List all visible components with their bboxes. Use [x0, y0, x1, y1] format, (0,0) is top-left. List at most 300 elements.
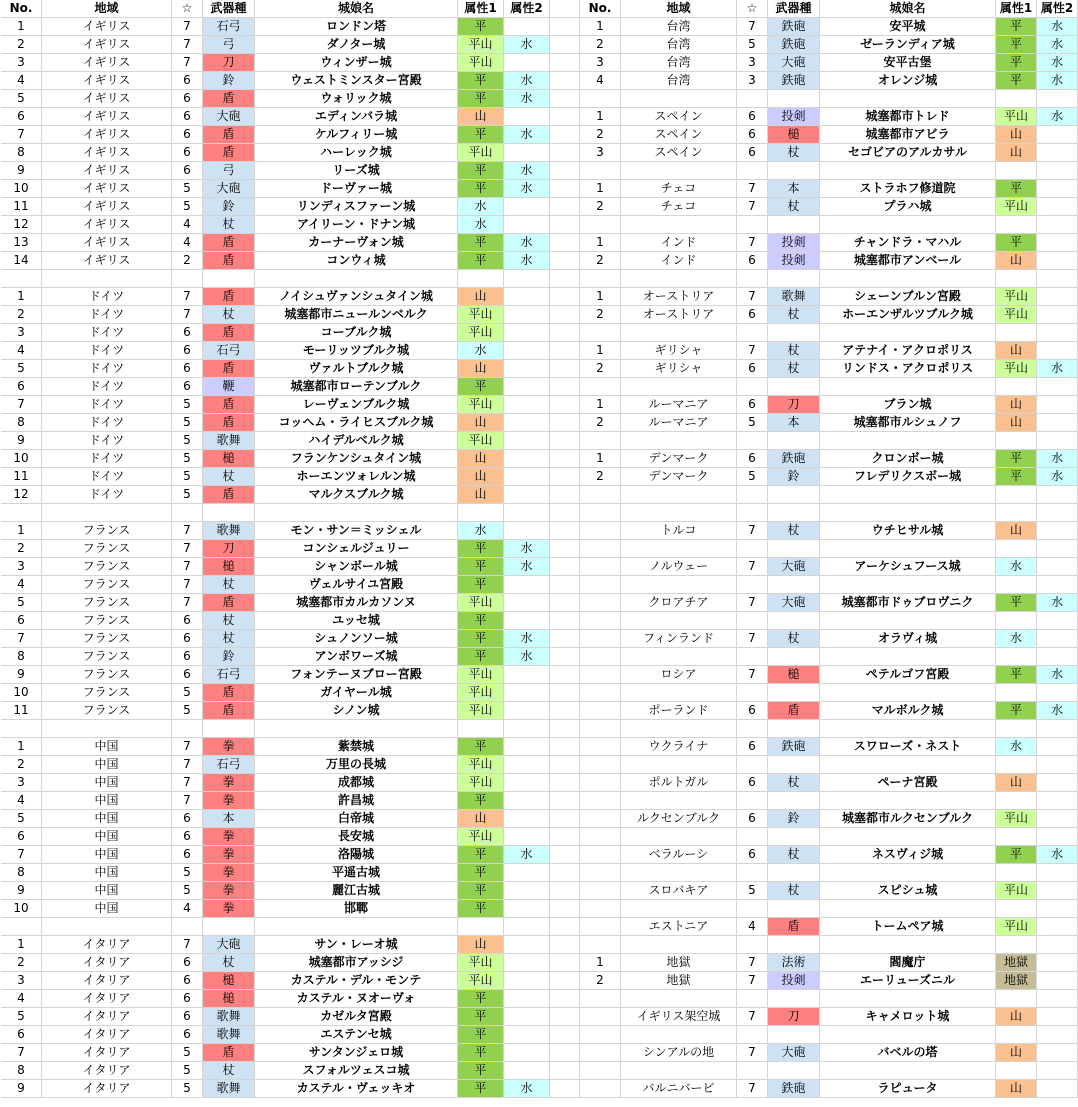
- cell-attr2[interactable]: [504, 342, 550, 360]
- header-star[interactable]: ☆: [172, 0, 203, 18]
- cell-gap[interactable]: [550, 126, 580, 144]
- cell-no[interactable]: [580, 540, 621, 558]
- cell-castle-name[interactable]: ネスヴィジ城: [820, 846, 996, 864]
- cell-castle-name[interactable]: バベルの塔: [820, 1044, 996, 1062]
- cell-attr1[interactable]: [458, 918, 504, 936]
- cell-no[interactable]: [580, 612, 621, 630]
- cell-weapon[interactable]: [768, 486, 820, 504]
- cell-region[interactable]: スペイン: [621, 108, 737, 126]
- cell-weapon[interactable]: 弓: [203, 162, 255, 180]
- cell-region[interactable]: ポルトガル: [621, 774, 737, 792]
- cell-no[interactable]: [580, 828, 621, 846]
- cell-region[interactable]: イギリス: [42, 54, 172, 72]
- cell-no[interactable]: 1: [580, 396, 621, 414]
- cell-castle-name[interactable]: [820, 1026, 996, 1044]
- cell-attr1[interactable]: 平山: [458, 954, 504, 972]
- cell-star[interactable]: [737, 612, 768, 630]
- cell-attr1[interactable]: 平山: [458, 144, 504, 162]
- cell-weapon[interactable]: 鈴: [768, 468, 820, 486]
- cell-star[interactable]: 6: [737, 846, 768, 864]
- cell-castle-name[interactable]: ホーエンザルツブルク城: [820, 306, 996, 324]
- cell-castle-name[interactable]: ストラホフ修道院: [820, 180, 996, 198]
- cell-weapon[interactable]: [768, 828, 820, 846]
- cell-castle-name[interactable]: コンウィ城: [255, 252, 458, 270]
- cell-attr2[interactable]: [504, 702, 550, 720]
- cell-star[interactable]: 6: [172, 144, 203, 162]
- cell-star[interactable]: 5: [172, 1080, 203, 1098]
- cell-region[interactable]: イタリア: [42, 1044, 172, 1062]
- cell-castle-name[interactable]: カーナーヴォン城: [255, 234, 458, 252]
- cell-attr2[interactable]: [504, 1008, 550, 1026]
- cell-region[interactable]: イタリア: [42, 1008, 172, 1026]
- cell-region[interactable]: フランス: [42, 540, 172, 558]
- cell-attr1[interactable]: 水: [458, 216, 504, 234]
- cell-attr2[interactable]: [1037, 288, 1078, 306]
- cell-castle-name[interactable]: サンタンジェロ城: [255, 1044, 458, 1062]
- cell-region[interactable]: イギリス: [42, 144, 172, 162]
- cell-weapon[interactable]: 法術: [768, 954, 820, 972]
- cell-weapon[interactable]: 杖: [203, 468, 255, 486]
- cell-attr2[interactable]: [504, 414, 550, 432]
- cell-star[interactable]: [172, 504, 203, 522]
- cell-no[interactable]: 3: [1, 972, 42, 990]
- cell-castle-name[interactable]: コッヘム・ライヒスブルク城: [255, 414, 458, 432]
- cell-attr2[interactable]: 水: [504, 648, 550, 666]
- cell-no[interactable]: 8: [1, 864, 42, 882]
- cell-no[interactable]: 8: [1, 414, 42, 432]
- cell-weapon[interactable]: 杖: [768, 882, 820, 900]
- cell-no[interactable]: [580, 792, 621, 810]
- cell-gap[interactable]: [550, 612, 580, 630]
- cell-weapon[interactable]: 杖: [203, 612, 255, 630]
- cell-region[interactable]: 台湾: [621, 72, 737, 90]
- cell-attr1[interactable]: 平: [458, 648, 504, 666]
- cell-region[interactable]: [621, 216, 737, 234]
- cell-castle-name[interactable]: リンドス・アクロポリス: [820, 360, 996, 378]
- cell-castle-name[interactable]: ドーヴァー城: [255, 180, 458, 198]
- cell-weapon[interactable]: 盾: [203, 486, 255, 504]
- cell-gap[interactable]: [550, 198, 580, 216]
- cell-attr2[interactable]: [1037, 756, 1078, 774]
- cell-gap[interactable]: [550, 1080, 580, 1098]
- cell-gap[interactable]: [550, 288, 580, 306]
- cell-attr1[interactable]: 山: [458, 288, 504, 306]
- cell-weapon[interactable]: 盾: [203, 324, 255, 342]
- cell-star[interactable]: 6: [737, 126, 768, 144]
- cell-castle-name[interactable]: ホーエンツォレルン城: [255, 468, 458, 486]
- cell-no[interactable]: 1: [580, 342, 621, 360]
- cell-attr2[interactable]: [1037, 144, 1078, 162]
- cell-region[interactable]: デンマーク: [621, 450, 737, 468]
- cell-gap[interactable]: [550, 540, 580, 558]
- cell-attr2[interactable]: [504, 1044, 550, 1062]
- cell-star[interactable]: 6: [737, 306, 768, 324]
- cell-weapon[interactable]: 盾: [203, 360, 255, 378]
- cell-weapon[interactable]: 本: [768, 180, 820, 198]
- cell-region[interactable]: インド: [621, 234, 737, 252]
- cell-castle-name[interactable]: ノイシュヴァンシュタイン城: [255, 288, 458, 306]
- cell-castle-name[interactable]: アテナイ・アクロポリス: [820, 342, 996, 360]
- cell-weapon[interactable]: 鉄砲: [768, 450, 820, 468]
- cell-no[interactable]: 6: [1, 828, 42, 846]
- cell-region[interactable]: [42, 270, 172, 288]
- cell-star[interactable]: [737, 936, 768, 954]
- cell-weapon[interactable]: 拳: [203, 774, 255, 792]
- cell-attr2[interactable]: [504, 468, 550, 486]
- cell-region[interactable]: 中国: [42, 900, 172, 918]
- cell-region[interactable]: 中国: [42, 846, 172, 864]
- cell-star[interactable]: 7: [172, 594, 203, 612]
- cell-star[interactable]: 6: [172, 828, 203, 846]
- cell-region[interactable]: [621, 378, 737, 396]
- cell-no[interactable]: [580, 576, 621, 594]
- cell-star[interactable]: 4: [172, 216, 203, 234]
- cell-star[interactable]: 7: [737, 342, 768, 360]
- cell-gap[interactable]: [550, 630, 580, 648]
- cell-gap[interactable]: [550, 1026, 580, 1044]
- cell-attr2[interactable]: [504, 144, 550, 162]
- cell-castle-name[interactable]: [820, 648, 996, 666]
- cell-weapon[interactable]: 歌舞: [203, 522, 255, 540]
- cell-star[interactable]: 7: [172, 36, 203, 54]
- cell-attr1[interactable]: [996, 576, 1037, 594]
- cell-castle-name[interactable]: プラハ城: [820, 198, 996, 216]
- cell-region[interactable]: ルクセンブルク: [621, 810, 737, 828]
- cell-region[interactable]: ポーランド: [621, 702, 737, 720]
- cell-attr1[interactable]: 平山: [458, 684, 504, 702]
- cell-star[interactable]: 7: [737, 1008, 768, 1026]
- cell-no[interactable]: 5: [1, 90, 42, 108]
- cell-no[interactable]: 4: [1, 792, 42, 810]
- cell-castle-name[interactable]: [255, 270, 458, 288]
- cell-star[interactable]: 5: [172, 486, 203, 504]
- cell-gap[interactable]: [550, 144, 580, 162]
- cell-no[interactable]: 8: [1, 1062, 42, 1080]
- cell-no[interactable]: [580, 1026, 621, 1044]
- cell-region[interactable]: ドイツ: [42, 432, 172, 450]
- cell-star[interactable]: [737, 216, 768, 234]
- cell-region[interactable]: [621, 720, 737, 738]
- cell-weapon[interactable]: 盾: [203, 702, 255, 720]
- cell-weapon[interactable]: [768, 648, 820, 666]
- cell-star[interactable]: 6: [172, 810, 203, 828]
- cell-attr2[interactable]: [1037, 828, 1078, 846]
- cell-star[interactable]: 4: [172, 234, 203, 252]
- cell-star[interactable]: 7: [172, 522, 203, 540]
- cell-castle-name[interactable]: カステル・デル・モンテ: [255, 972, 458, 990]
- cell-region[interactable]: 中国: [42, 756, 172, 774]
- cell-weapon[interactable]: 盾: [203, 234, 255, 252]
- cell-attr1[interactable]: 平: [458, 252, 504, 270]
- cell-weapon[interactable]: 杖: [203, 954, 255, 972]
- cell-region[interactable]: 台湾: [621, 18, 737, 36]
- cell-star[interactable]: 6: [172, 378, 203, 396]
- cell-no[interactable]: [580, 702, 621, 720]
- cell-no[interactable]: 10: [1, 450, 42, 468]
- cell-star[interactable]: 6: [172, 72, 203, 90]
- cell-attr2[interactable]: [504, 972, 550, 990]
- cell-castle-name[interactable]: 成都城: [255, 774, 458, 792]
- cell-weapon[interactable]: 槌: [203, 558, 255, 576]
- cell-attr1[interactable]: 山: [996, 342, 1037, 360]
- cell-gap[interactable]: [550, 18, 580, 36]
- cell-attr2[interactable]: [504, 774, 550, 792]
- cell-attr2[interactable]: [1037, 1044, 1078, 1062]
- cell-star[interactable]: [737, 720, 768, 738]
- cell-attr2[interactable]: 水: [504, 630, 550, 648]
- cell-castle-name[interactable]: [820, 432, 996, 450]
- cell-no[interactable]: 3: [1, 558, 42, 576]
- cell-region[interactable]: ルーマニア: [621, 414, 737, 432]
- cell-region[interactable]: イタリア: [42, 1062, 172, 1080]
- cell-star[interactable]: 6: [737, 108, 768, 126]
- cell-attr1[interactable]: 平: [458, 576, 504, 594]
- cell-attr2[interactable]: [1037, 990, 1078, 1008]
- cell-region[interactable]: イタリア: [42, 1080, 172, 1098]
- cell-attr1[interactable]: 山: [458, 414, 504, 432]
- cell-star[interactable]: 5: [172, 468, 203, 486]
- cell-weapon[interactable]: [203, 504, 255, 522]
- cell-weapon[interactable]: 杖: [203, 216, 255, 234]
- cell-star[interactable]: 7: [737, 954, 768, 972]
- cell-gap[interactable]: [550, 468, 580, 486]
- cell-no[interactable]: 6: [1, 1026, 42, 1044]
- cell-region[interactable]: [42, 720, 172, 738]
- cell-attr2[interactable]: [1037, 324, 1078, 342]
- cell-attr2[interactable]: [1037, 486, 1078, 504]
- cell-no[interactable]: 2: [580, 198, 621, 216]
- cell-attr2[interactable]: [1037, 972, 1078, 990]
- cell-attr1[interactable]: 平: [458, 900, 504, 918]
- cell-no[interactable]: 5: [1, 360, 42, 378]
- cell-attr2[interactable]: [1037, 216, 1078, 234]
- cell-no[interactable]: 2: [580, 252, 621, 270]
- cell-star[interactable]: 5: [172, 180, 203, 198]
- cell-star[interactable]: [737, 162, 768, 180]
- cell-region[interactable]: イギリス架空城: [621, 1008, 737, 1026]
- cell-star[interactable]: [737, 504, 768, 522]
- cell-star[interactable]: [737, 792, 768, 810]
- cell-region[interactable]: フランス: [42, 558, 172, 576]
- cell-attr2[interactable]: [1037, 414, 1078, 432]
- cell-no[interactable]: 2: [580, 468, 621, 486]
- cell-castle-name[interactable]: ウォリック城: [255, 90, 458, 108]
- cell-no[interactable]: 7: [1, 630, 42, 648]
- cell-castle-name[interactable]: ブラン城: [820, 396, 996, 414]
- cell-castle-name[interactable]: [820, 540, 996, 558]
- cell-attr2[interactable]: [504, 378, 550, 396]
- cell-attr1[interactable]: 平: [458, 612, 504, 630]
- cell-region[interactable]: インド: [621, 252, 737, 270]
- cell-region[interactable]: イギリス: [42, 252, 172, 270]
- cell-star[interactable]: 5: [172, 414, 203, 432]
- cell-castle-name[interactable]: キャメロット城: [820, 1008, 996, 1026]
- cell-no[interactable]: 4: [1, 576, 42, 594]
- header-name[interactable]: 城娘名: [255, 0, 458, 18]
- cell-weapon[interactable]: 拳: [203, 864, 255, 882]
- cell-gap[interactable]: [550, 1062, 580, 1080]
- cell-star[interactable]: [737, 1062, 768, 1080]
- cell-castle-name[interactable]: オレンジ城: [820, 72, 996, 90]
- cell-no[interactable]: 10: [1, 900, 42, 918]
- cell-no[interactable]: 11: [1, 702, 42, 720]
- cell-castle-name[interactable]: オラヴィ城: [820, 630, 996, 648]
- cell-region[interactable]: ドイツ: [42, 396, 172, 414]
- cell-gap[interactable]: [550, 594, 580, 612]
- cell-attr1[interactable]: 平: [458, 558, 504, 576]
- cell-castle-name[interactable]: 許昌城: [255, 792, 458, 810]
- cell-star[interactable]: 6: [737, 738, 768, 756]
- cell-attr1[interactable]: 山: [996, 396, 1037, 414]
- cell-weapon[interactable]: 盾: [768, 702, 820, 720]
- cell-attr2[interactable]: [1037, 612, 1078, 630]
- cell-star[interactable]: 5: [737, 36, 768, 54]
- cell-attr1[interactable]: 山: [996, 522, 1037, 540]
- cell-attr2[interactable]: 水: [1037, 666, 1078, 684]
- cell-region[interactable]: ドイツ: [42, 486, 172, 504]
- cell-weapon[interactable]: 盾: [203, 1044, 255, 1062]
- cell-castle-name[interactable]: [820, 684, 996, 702]
- cell-castle-name[interactable]: [255, 720, 458, 738]
- cell-region[interactable]: ドイツ: [42, 306, 172, 324]
- cell-weapon[interactable]: 盾: [203, 144, 255, 162]
- cell-weapon[interactable]: 歌舞: [768, 288, 820, 306]
- cell-weapon[interactable]: 鈴: [203, 72, 255, 90]
- cell-attr1[interactable]: 平: [458, 738, 504, 756]
- cell-star[interactable]: 6: [737, 252, 768, 270]
- cell-castle-name[interactable]: [820, 720, 996, 738]
- cell-castle-name[interactable]: フォンテーヌブロー宮殿: [255, 666, 458, 684]
- cell-no[interactable]: 4: [1, 990, 42, 1008]
- cell-gap[interactable]: [550, 792, 580, 810]
- cell-weapon[interactable]: [768, 792, 820, 810]
- cell-weapon[interactable]: [768, 324, 820, 342]
- cell-attr2[interactable]: [504, 360, 550, 378]
- cell-gap[interactable]: [550, 378, 580, 396]
- cell-region[interactable]: バルニバービ: [621, 1080, 737, 1098]
- cell-attr1[interactable]: 平山: [996, 108, 1037, 126]
- cell-gap[interactable]: [550, 180, 580, 198]
- cell-attr2[interactable]: 水: [504, 252, 550, 270]
- cell-weapon[interactable]: 鈴: [768, 810, 820, 828]
- cell-region[interactable]: イギリス: [42, 198, 172, 216]
- cell-attr1[interactable]: 平: [458, 1044, 504, 1062]
- cell-no[interactable]: [580, 162, 621, 180]
- cell-attr2[interactable]: [1037, 504, 1078, 522]
- cell-weapon[interactable]: 盾: [203, 414, 255, 432]
- header-attr1-right[interactable]: 属性1: [996, 0, 1037, 18]
- cell-weapon[interactable]: [768, 864, 820, 882]
- cell-star[interactable]: 2: [172, 252, 203, 270]
- cell-attr2[interactable]: [1037, 1008, 1078, 1026]
- cell-attr2[interactable]: [1037, 198, 1078, 216]
- cell-attr2[interactable]: 水: [504, 558, 550, 576]
- cell-region[interactable]: イギリス: [42, 18, 172, 36]
- cell-region[interactable]: [621, 486, 737, 504]
- cell-star[interactable]: 6: [172, 324, 203, 342]
- cell-attr2[interactable]: [504, 306, 550, 324]
- cell-weapon[interactable]: 歌舞: [203, 1080, 255, 1098]
- cell-region[interactable]: イギリス: [42, 126, 172, 144]
- cell-weapon[interactable]: 弓: [203, 36, 255, 54]
- cell-castle-name[interactable]: [820, 270, 996, 288]
- cell-star[interactable]: 6: [172, 630, 203, 648]
- cell-castle-name[interactable]: ユッセ城: [255, 612, 458, 630]
- header-gap[interactable]: [550, 0, 580, 18]
- cell-region[interactable]: [621, 864, 737, 882]
- cell-no[interactable]: [580, 738, 621, 756]
- cell-weapon[interactable]: 盾: [203, 684, 255, 702]
- cell-star[interactable]: 5: [172, 1062, 203, 1080]
- cell-attr1[interactable]: 平: [458, 90, 504, 108]
- cell-gap[interactable]: [550, 108, 580, 126]
- cell-gap[interactable]: [550, 702, 580, 720]
- cell-attr2[interactable]: 水: [504, 846, 550, 864]
- cell-attr2[interactable]: [504, 1062, 550, 1080]
- cell-star[interactable]: 7: [172, 774, 203, 792]
- cell-region[interactable]: ドイツ: [42, 378, 172, 396]
- cell-no[interactable]: [580, 882, 621, 900]
- cell-attr2[interactable]: 水: [1037, 360, 1078, 378]
- cell-attr2[interactable]: [504, 882, 550, 900]
- cell-attr2[interactable]: [1037, 648, 1078, 666]
- cell-region[interactable]: イタリア: [42, 972, 172, 990]
- cell-weapon[interactable]: 杖: [203, 306, 255, 324]
- cell-star[interactable]: [737, 1026, 768, 1044]
- cell-attr1[interactable]: 平: [458, 630, 504, 648]
- cell-no[interactable]: [580, 666, 621, 684]
- cell-attr2[interactable]: [1037, 792, 1078, 810]
- cell-castle-name[interactable]: 城塞都市カルカソンヌ: [255, 594, 458, 612]
- cell-no[interactable]: 11: [1, 198, 42, 216]
- cell-attr1[interactable]: [996, 684, 1037, 702]
- cell-region[interactable]: ウクライナ: [621, 738, 737, 756]
- cell-attr1[interactable]: [996, 720, 1037, 738]
- cell-weapon[interactable]: [768, 162, 820, 180]
- cell-attr1[interactable]: 平山: [458, 594, 504, 612]
- cell-weapon[interactable]: [768, 378, 820, 396]
- cell-castle-name[interactable]: ウィンザー城: [255, 54, 458, 72]
- cell-attr1[interactable]: 山: [996, 414, 1037, 432]
- cell-attr1[interactable]: [996, 378, 1037, 396]
- cell-star[interactable]: 3: [737, 72, 768, 90]
- cell-attr2[interactable]: 水: [1037, 36, 1078, 54]
- cell-star[interactable]: 5: [172, 450, 203, 468]
- cell-star[interactable]: 7: [172, 756, 203, 774]
- cell-weapon[interactable]: 刀: [203, 54, 255, 72]
- cell-star[interactable]: [172, 720, 203, 738]
- cell-gap[interactable]: [550, 396, 580, 414]
- cell-region[interactable]: フランス: [42, 630, 172, 648]
- cell-region[interactable]: [621, 324, 737, 342]
- cell-weapon[interactable]: 拳: [203, 846, 255, 864]
- cell-attr1[interactable]: [996, 324, 1037, 342]
- cell-no[interactable]: 5: [1, 594, 42, 612]
- cell-no[interactable]: 2: [580, 360, 621, 378]
- cell-attr1[interactable]: 山: [458, 450, 504, 468]
- cell-castle-name[interactable]: カステル・ヌオーヴォ: [255, 990, 458, 1008]
- cell-attr1[interactable]: [458, 270, 504, 288]
- cell-attr2[interactable]: 水: [1037, 18, 1078, 36]
- cell-attr2[interactable]: [1037, 864, 1078, 882]
- cell-attr2[interactable]: [504, 504, 550, 522]
- cell-attr1[interactable]: [996, 990, 1037, 1008]
- cell-attr1[interactable]: 水: [458, 342, 504, 360]
- cell-weapon[interactable]: 大砲: [768, 1044, 820, 1062]
- cell-castle-name[interactable]: 紫禁城: [255, 738, 458, 756]
- cell-attr1[interactable]: 山: [996, 1008, 1037, 1026]
- cell-no[interactable]: 9: [1, 162, 42, 180]
